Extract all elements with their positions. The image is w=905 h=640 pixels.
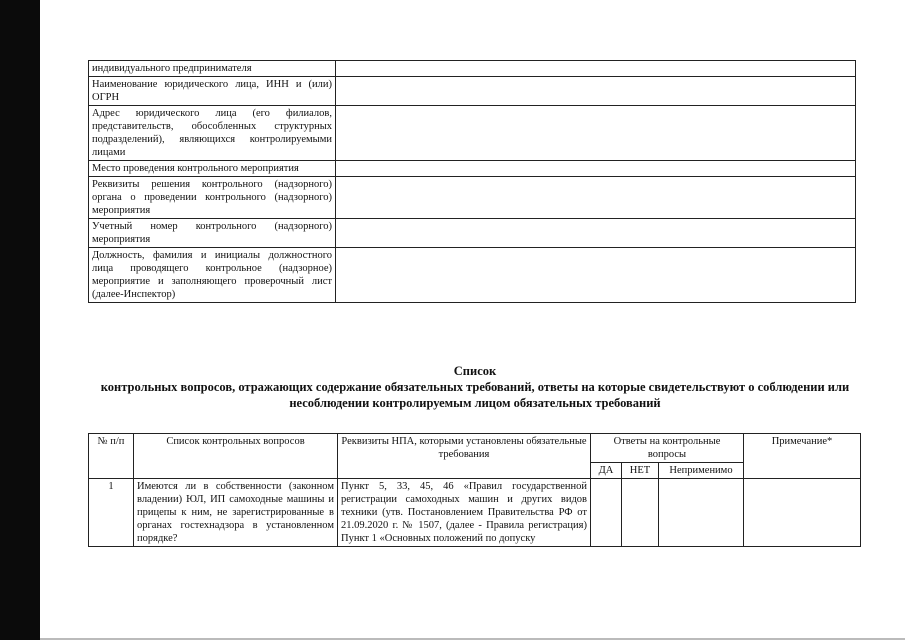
info-value-field[interactable] <box>336 248 856 303</box>
info-table-body <box>89 61 856 303</box>
header-num: № п/п <box>89 434 134 479</box>
header-no: НЕТ <box>622 463 659 479</box>
scan-left-edge <box>0 0 40 640</box>
info-table <box>88 60 856 303</box>
info-value-field[interactable] <box>336 161 856 177</box>
info-row <box>89 106 856 161</box>
checklist-header-row <box>89 434 861 463</box>
info-label: Наименование юридического лица, ИНН и (или) ОГРН <box>89 77 336 106</box>
header-na: Неприменимо <box>659 463 744 479</box>
info-row <box>89 77 856 106</box>
info-row <box>89 177 856 219</box>
info-label: Реквизиты решения контрольного (надзорного) органа о проведении контрольного (надзорного) мероприятия <box>89 177 336 219</box>
info-value-field[interactable] <box>336 77 856 106</box>
checklist-title: Список <box>453 364 497 378</box>
checklist-table <box>88 433 861 547</box>
header-answers: Ответы на контрольные вопросы <box>591 434 744 463</box>
answer-no-cell[interactable] <box>622 479 659 547</box>
info-value-field[interactable] <box>336 106 856 161</box>
row-num: 1 <box>89 479 134 547</box>
header-yes: ДА <box>591 463 622 479</box>
info-label: Место проведения контрольного мероприятия <box>89 161 336 177</box>
header-note: Примечание* <box>744 434 861 479</box>
info-row <box>89 161 856 177</box>
row-requisites: Пункт 5, 33, 45, 46 «Правил государственной регистрации самоходных машин и других видов техники (утв. Постановлением Правительства РФ от 21.09.2020 г. № 1507, (далее - Правила регистрация) Пункт 1 «Основных положений по допуску <box>338 479 591 547</box>
answer-na-cell[interactable] <box>659 479 744 547</box>
info-value-field[interactable] <box>336 177 856 219</box>
info-row <box>89 219 856 248</box>
info-label: Адрес юридического лица (его филиалов, представительств, обособленных структурных подразделений), являющихся контролируемыми лицами <box>89 106 336 161</box>
checklist-body <box>89 479 861 547</box>
row-question: Имеются ли в собственности (законном владении) ЮЛ, ИП самоходные машины и прицепы к ним, не зарегистрированные в органах гостехнадзора в установленном порядке? <box>134 479 338 547</box>
header-questions: Список контрольных вопросов <box>134 434 338 479</box>
header-requisites: Реквизиты НПА, которыми установлены обязательные требования <box>338 434 591 479</box>
info-row <box>89 248 856 303</box>
checklist-row <box>89 479 861 547</box>
info-label: Должность, фамилия и инициалы должностного лица проводящего контрольное (надзорное) мероприятие и заполняющего проверочный лист (далее-Инспектор) <box>89 248 336 303</box>
info-value-field[interactable] <box>336 219 856 248</box>
note-cell[interactable] <box>744 479 861 547</box>
info-value-field[interactable] <box>336 61 856 77</box>
info-label: индивидуального предпринимателя <box>89 61 336 77</box>
answer-yes-cell[interactable] <box>591 479 622 547</box>
checklist-subtitle: контрольных вопросов, отражающих содержание обязательных требований, ответы на которые свидетельствуют о соблюдении или несоблюдении контролируемым лицом обязательных требований <box>100 380 850 410</box>
checklist-title-block <box>90 363 860 411</box>
info-label: Учетный номер контрольного (надзорного) мероприятия <box>89 219 336 248</box>
info-row <box>89 61 856 77</box>
